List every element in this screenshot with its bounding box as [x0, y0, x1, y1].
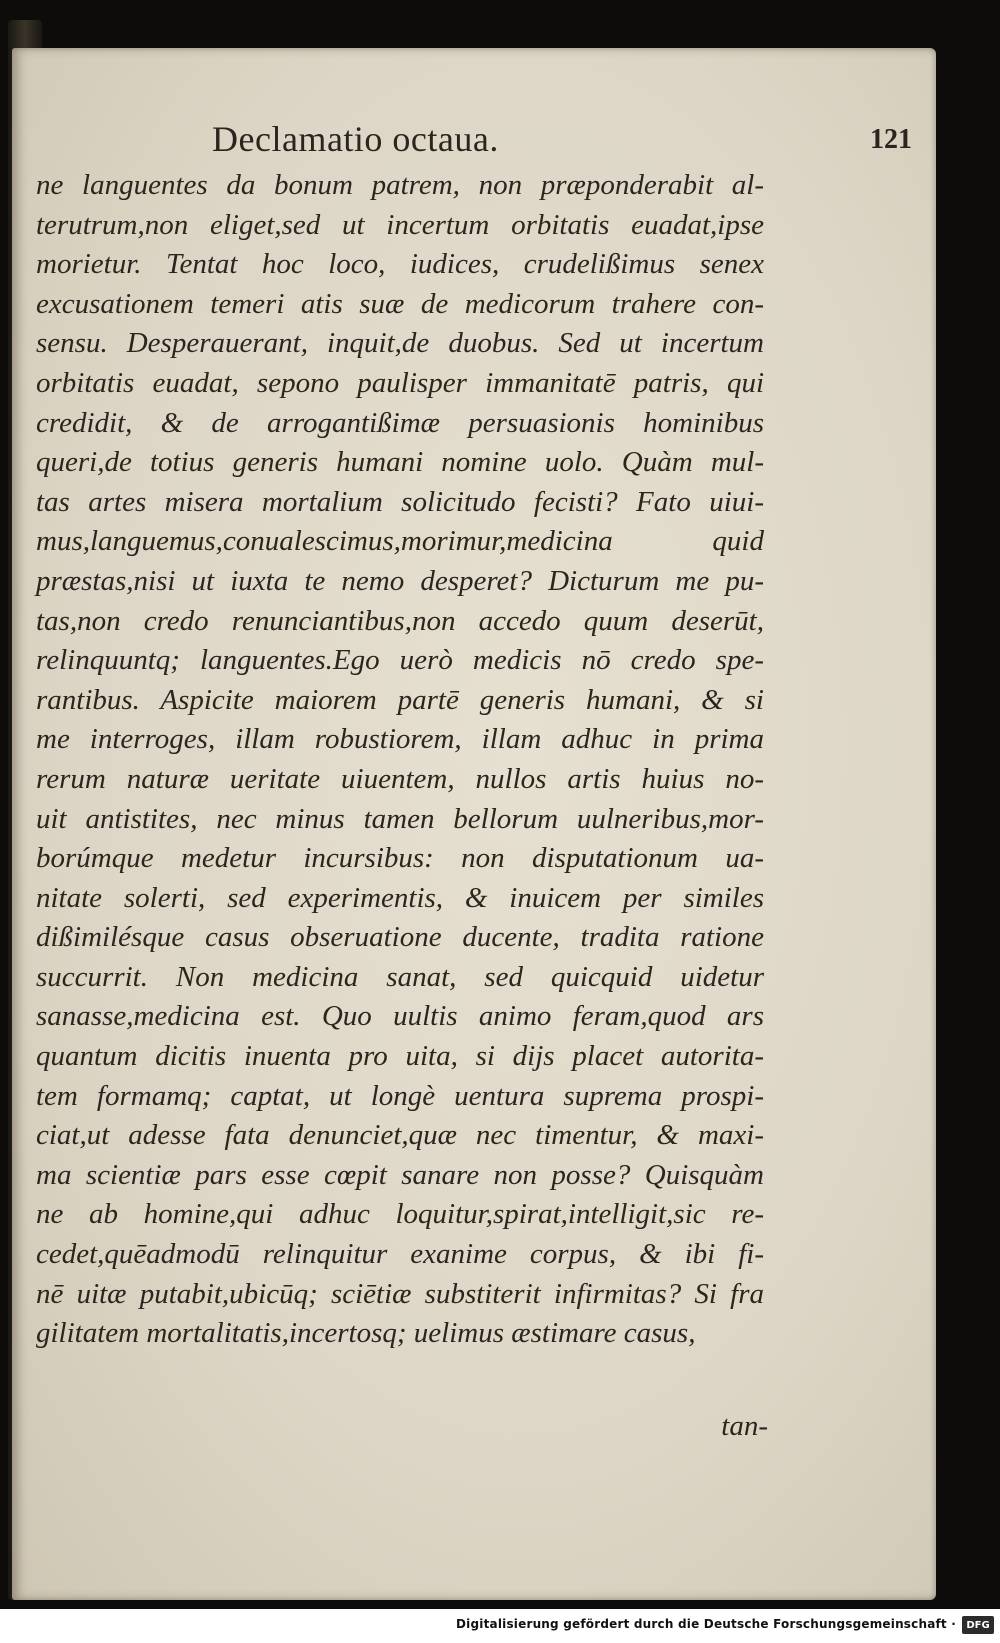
text-line: excusationem temeri atis suæ de medicorum trahere con- — [36, 287, 764, 320]
text-line: credidit, & de arrogantißimæ persuasionis hominibus — [36, 406, 764, 439]
text-line: ne ab homine,qui adhuc loquitur,spirat,intelligit,sic re- — [36, 1198, 764, 1231]
text-line: præstas,nisi ut iuxta te nemo desperet? Dicturum me pu- — [36, 564, 764, 597]
text-line: sanasse,medicina est. Quo uultis animo feram,quod ars — [36, 1000, 764, 1033]
text-line: tem formamq; captat, ut longè uentura suprema prospi- — [36, 1079, 764, 1112]
text-line: tas artes misera mortalium solicitudo fecisti? Fato uiui- — [36, 485, 764, 518]
text-line: morietur. Tentat hoc loco, iudices, crudelißimus senex — [36, 248, 764, 281]
text-line: tas,non credo renunciantibus,non accedo quum deserūt, — [36, 604, 764, 637]
digitization-footer — [0, 1609, 1000, 1643]
text-line: queri,de totius generis humani nomine uolo. Quàm mul- — [36, 446, 764, 479]
text-line: nē uitæ putabit,ubicūq; sciētiæ substiterit infirmitas? Si fra — [36, 1277, 764, 1310]
catchword: tan- — [721, 1410, 768, 1442]
text-line: sensu. Desperauerant, inquit,de duobus. Sed ut incertum — [36, 327, 764, 360]
text-line: gilitatem mortalitatis,incertosq; uelimus æstimare casus, — [36, 1317, 696, 1350]
text-line: ma scientiæ pars esse cœpit sanare non posse? Quisquàm — [36, 1158, 764, 1191]
text-line: relinquuntq; languentes.Ego uerò medicis nō credo spe- — [36, 644, 764, 677]
running-head: Declamatio octaua. — [212, 119, 499, 159]
text-line: rerum naturæ ueritate uiuentem, nullos artis huius no- — [36, 762, 764, 795]
text-line: nitate solerti, sed experimentis, & inuicem per similes — [36, 881, 764, 914]
text-line: terutrum,non eliget,sed ut incertum orbitatis euadat,ipse — [36, 208, 764, 241]
text-line: orbitatis euadat, sepono paulisper immanitatē patris, qui — [36, 366, 764, 399]
text-line: ne languentes da bonum patrem, non præponderabit al- — [36, 169, 764, 201]
text-line: borúmque medetur incursibus: non disputationum ua- — [36, 842, 764, 875]
text-line: cedet,quēadmodū relinquitur exanime corpus, & ibi fi- — [36, 1238, 764, 1271]
text-line: quantum dicitis inuenta pro uita, si dijs placet autorita- — [36, 1040, 764, 1073]
text-line: dißimilésque casus obseruatione ducente, tradita ratione — [36, 921, 764, 954]
text-line: me interroges, illam robustiorem, illam adhuc in prima — [36, 723, 764, 756]
body-text — [36, 166, 764, 1354]
text-line: ciat,ut adesse fata denunciet,quæ nec timentur, & maxi- — [36, 1119, 764, 1152]
text-line: mus,languemus,conualescimus,morimur,medicina quid — [36, 525, 764, 558]
page-header — [212, 118, 912, 162]
text-line: uit antistites, nec minus tamen bellorum uulneribus,mor- — [36, 802, 764, 835]
funding-credit: Digitalisierung gefördert durch die Deutsche Forschungsgemeinschaft · — [456, 1617, 956, 1631]
text-line: rantibus. Aspicite maiorem partē generis humani, & si — [36, 683, 764, 716]
folio-number: 121 — [870, 124, 912, 155]
text-line: succurrit. Non medicina sanat, sed quicquid uidetur — [36, 960, 764, 993]
dfg-logo-icon: DFG — [962, 1616, 994, 1634]
